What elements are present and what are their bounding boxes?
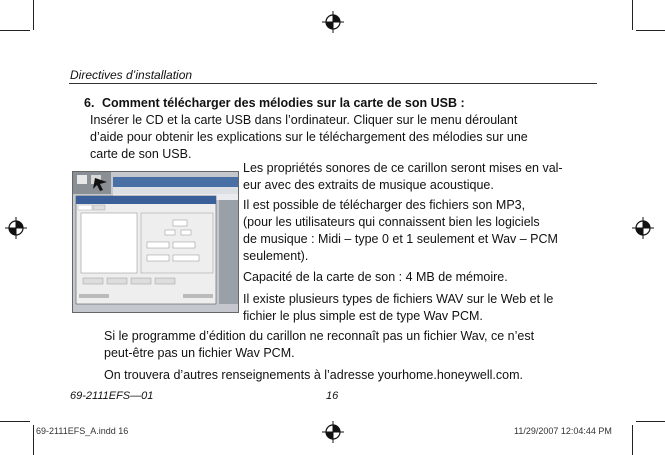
crop-mark-top-right-h [636, 30, 665, 31]
header-rule [69, 83, 597, 84]
side-paragraph-1 [243, 160, 603, 194]
side-text-line: (pour les utilisateurs qui connaissent bien les logiciels [243, 215, 540, 229]
registration-mark-icon [632, 217, 654, 239]
side-paragraph-2 [243, 197, 603, 265]
side-text-line: Il existe plusieurs types de fichiers WAV sur le Web et le [243, 292, 554, 306]
side-paragraph-4 [243, 291, 603, 325]
software-screenshot [72, 171, 239, 313]
crop-mark-top-left-h [0, 30, 30, 31]
side-text-line: seulement). [243, 249, 309, 263]
screenshot-graphic [73, 172, 238, 312]
step-title: Comment télécharger des mélodies sur la carte de son USB : [102, 96, 465, 110]
step-line-1: Insérer le CD et la carte USB dans l’ordinateur. Cliquer sur le menu déroulant [90, 113, 518, 127]
crop-mark-top-left [33, 0, 34, 30]
crop-mark-bottom-left-h [0, 421, 30, 422]
bottom-paragraph-2: On trouvera d’autres renseignements à l’adresse yourhome.honeywell.com. [104, 368, 523, 382]
section-title: Directives d’installation [70, 68, 193, 82]
side-paragraph-3: Capacité de la carte de son : 4 MB de mémoire. [243, 270, 508, 284]
side-text-line: de musique : Midi – type 0 et 1 seulement et Wav – PCM [243, 232, 558, 246]
bottom-paragraph-1 [104, 328, 604, 362]
side-text-line: Il est possible de télécharger des fichiers son MP3, [243, 198, 526, 212]
step-line-2: d’aide pour obtenir les explications sur le téléchargement des mélodies sur une [90, 130, 528, 144]
bottom-text-line: peut-être pas un fichier Wav PCM. [104, 346, 295, 360]
page-number: 16 [326, 390, 339, 402]
file-info: 69-2111EFS_A.indd 16 [36, 426, 129, 436]
bottom-text-line: Si le programme d’édition du carillon ne reconnaît pas un fichier Wav, ce n’est [104, 329, 535, 343]
doc-code: 69-2111EFS—01 [70, 390, 154, 402]
crop-mark-bottom-right [632, 425, 633, 455]
registration-mark-icon [322, 11, 344, 33]
side-text-line: eur avec des extraits de musique acoustique. [243, 178, 494, 192]
registration-mark-icon [322, 421, 344, 443]
registration-mark-icon [5, 217, 27, 239]
side-text-line: fichier le plus simple est de type Wav PCM. [243, 309, 483, 323]
print-timestamp: 11/29/2007 12:04:44 PM [514, 426, 612, 436]
step-number: 6. [84, 96, 95, 110]
crop-mark-bottom-left [33, 425, 34, 455]
crop-mark-bottom-right-h [636, 421, 665, 422]
side-text-line: Les propriétés sonores de ce carillon seront mises en val- [243, 161, 563, 175]
step-line-3: carte de son USB. [90, 147, 192, 161]
crop-mark-top-right [632, 0, 633, 30]
